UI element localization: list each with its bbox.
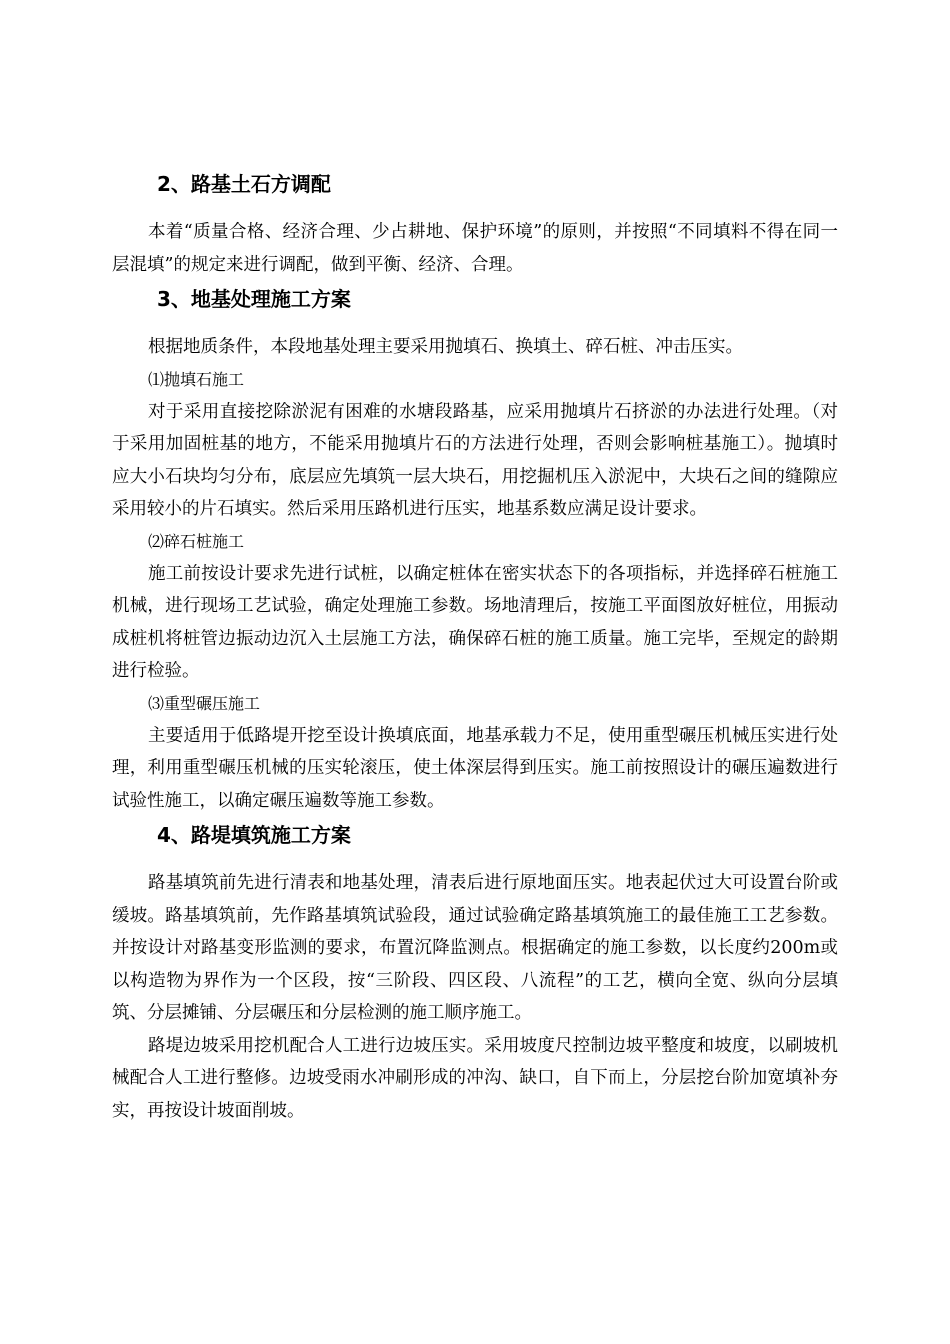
subsection-title: ⑴抛填石施工	[148, 369, 245, 389]
paragraph: 对于采用直接挖除淤泥有困难的水塘段路基，应采用抛填片石挤淤的办法进行处理。（对于采用加固桩基的地方，不能采用抛填片石的方法进行处理，否则会影响桩基施工）。抛填时应大小石块均匀分布，底层应先填筑一层大块石，用挖掘机压入淤泥中，大块石之间的缝隙应采用较小的片石填实。然后采用压路机进行压实，地基系数应满足设计要求。	[112, 401, 838, 519]
paragraph-intro: 根据地质条件，本段地基处理主要采用抛填石、换填土、碎石桩、冲击压实。	[148, 337, 743, 357]
paragraph: 本着“质量合格、经济合理、少占耕地、保护环境”的原则，并按照“不同填料不得在同一层混填”的规定来进行调配，做到平衡、经济、合理。	[112, 222, 838, 275]
paragraph: 路基填筑前先进行清表和地基处理，清表后进行原地面压实。地表起伏过大可设置台阶或缓坡。路基填筑前，先作路基填筑试验段，通过试验确定路基填筑施工的最佳施工工艺参数。并按设计对路基变形监测的要求，布置沉降监测点。根据确定的施工参数，以长度约200m或以构造物为界作为一个区段，按“三阶段、四区段、八流程”的工艺，横向全宽、纵向分层填筑、分层摊铺、分层碾压和分层检测的施工顺序施工。	[112, 873, 838, 1023]
section-heading: 3、地基处理施工方案	[157, 287, 351, 311]
section-foundation-treatment	[112, 281, 838, 817]
section-heading: 2、路基土石方调配	[157, 172, 331, 196]
section-heading: 4、路堤填筑施工方案	[157, 823, 351, 847]
section-embankment-filling	[112, 817, 838, 1127]
paragraph: 路堤边坡采用挖机配合人工进行边坡压实。采用坡度尺控制边坡平整度和坡度，以刷坡机械配合人工进行整修。边坡受雨水冲刷形成的冲沟、缺口，自下而上，分层挖台阶加宽填补夯实，再按设计坡面削坡。	[112, 1035, 838, 1121]
section-earthwork-allocation	[112, 166, 838, 281]
paragraph: 施工前按设计要求先进行试桩，以确定桩体在密实状态下的各项指标，并选择碎石桩施工机械，进行现场工艺试验，确定处理施工参数。场地清理后，按施工平面图放好桩位，用振动成桩机将桩管边振动边沉入土层施工方法，确保碎石桩的施工质量。施工完毕，至规定的龄期进行检验。	[112, 563, 838, 681]
subsection-title: ⑶重型碾压施工	[148, 693, 261, 713]
paragraph: 主要适用于低路堤开挖至设计换填底面，地基承载力不足，使用重型碾压机械压实进行处理，利用重型碾压机械的压实轮滚压，使土体深层得到压实。施工前按照设计的碾压遍数进行试验性施工，以确定碾压遍数等施工参数。	[112, 725, 838, 811]
document-body	[112, 166, 838, 1127]
subsection-title: ⑵碎石桩施工	[148, 531, 245, 551]
